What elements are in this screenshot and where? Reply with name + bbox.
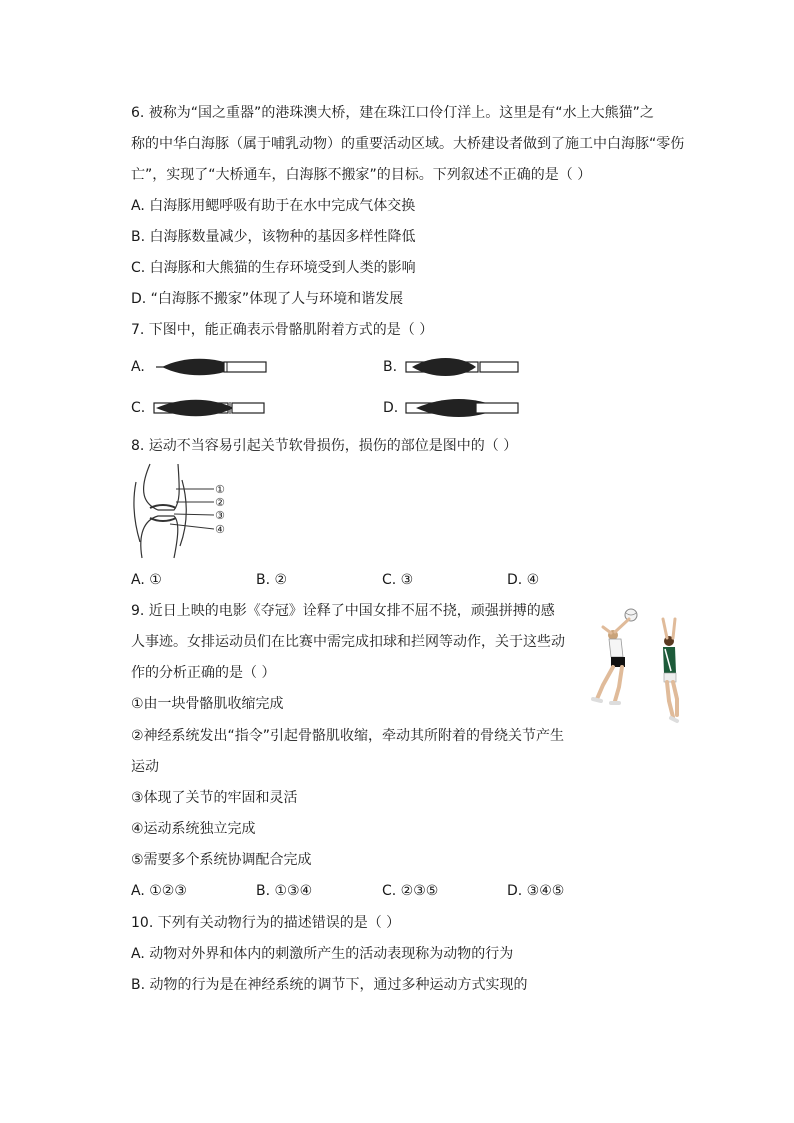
q9-statement-3: ③体现了关节的牢固和灵活 (131, 790, 298, 806)
q9-stem-line-1: 9. 近日上映的电影《夺冠》诠释了中国女排不屈不挠，顽强拼搏的感 (131, 603, 555, 619)
q8-figure-label-2: ② (215, 496, 225, 509)
q7-figure-a (154, 355, 269, 379)
q7-label-a: A. (131, 359, 145, 375)
q10-stem: 10. 下列有关动物行为的描述错误的是（ ） (131, 915, 401, 931)
q7-figure-c (152, 396, 267, 420)
q9-stem-line-3: 作的分析正确的是（ ） (131, 665, 276, 681)
q6-stem-line-1: 6. 被称为“国之重器”的港珠澳大桥，建在珠江口伶仃洋上。这里是有“水上大熊猫”之 (131, 105, 654, 121)
q8-stem: 8. 运动不当容易引起关节软骨损伤，损伤的部位是图中的（ ） (131, 438, 518, 454)
q6-option-c: C. 白海豚和大熊猫的生存环境受到人类的影响 (131, 260, 416, 276)
q7-figure-b (402, 355, 520, 379)
q8-option-d: D. ④ (507, 572, 540, 588)
q9-statement-2: ②神经系统发出“指令”引起骨骼肌收缩，牵动其所附着的骨绕关节产生 (131, 728, 565, 744)
q7-label-c: C. (131, 400, 146, 416)
q9-statement-5: ⑤需要多个系统协调配合完成 (131, 852, 312, 868)
q7-stem: 7. 下图中，能正确表示骨骼肌附着方式的是（ ） (131, 322, 434, 338)
q9-statement-4: ④运动系统独立完成 (131, 821, 256, 837)
q8-option-b: B. ② (256, 572, 288, 588)
q6-option-d: D. “白海豚不搬家”体现了人与环境和谐发展 (131, 291, 404, 307)
q9-option-d: D. ③④⑤ (507, 883, 565, 899)
q7-label-d: D. (383, 400, 399, 416)
q7-label-b: B. (383, 359, 398, 375)
q8-figure-label-4: ④ (215, 523, 225, 536)
q8-joint-figure (130, 462, 240, 562)
q8-option-c: C. ③ (382, 572, 414, 588)
q9-statement-1: ①由一块骨骼肌收缩完成 (131, 696, 284, 712)
q6-stem-line-3: 亡”，实现了“大桥通车，白海豚不搬家”的目标。下列叙述不正确的是（ ） (131, 167, 592, 183)
q8-figure-label-3: ③ (215, 509, 225, 522)
q9-option-a: A. ①②③ (131, 883, 187, 899)
q10-option-a: A. 动物对外界和体内的刺激所产生的活动表现称为动物的行为 (131, 946, 514, 962)
q9-volleyball-image (585, 605, 700, 725)
q8-option-a: A. ① (131, 572, 162, 588)
q9-statement-2-cont: 运动 (131, 759, 159, 775)
q7-figure-d (404, 396, 522, 420)
q6-option-b: B. 白海豚数量减少，该物种的基因多样性降低 (131, 229, 416, 245)
q9-option-b: B. ①③④ (256, 883, 313, 899)
q6-stem-line-2: 称的中华白海豚（属于哺乳动物）的重要活动区域。大桥建设者做到了施工中白海豚“零伤 (131, 136, 685, 152)
q9-option-c: C. ②③⑤ (382, 883, 439, 899)
q6-option-a: A. 白海豚用鳃呼吸有助于在水中完成气体交换 (131, 198, 416, 214)
q10-option-b: B. 动物的行为是在神经系统的调节下，通过多种运动方式实现的 (131, 977, 528, 993)
q8-figure-label-1: ① (215, 483, 225, 496)
q9-stem-line-2: 人事迹。女排运动员们在比赛中需完成扣球和拦网等动作，关于这些动 (131, 634, 565, 650)
